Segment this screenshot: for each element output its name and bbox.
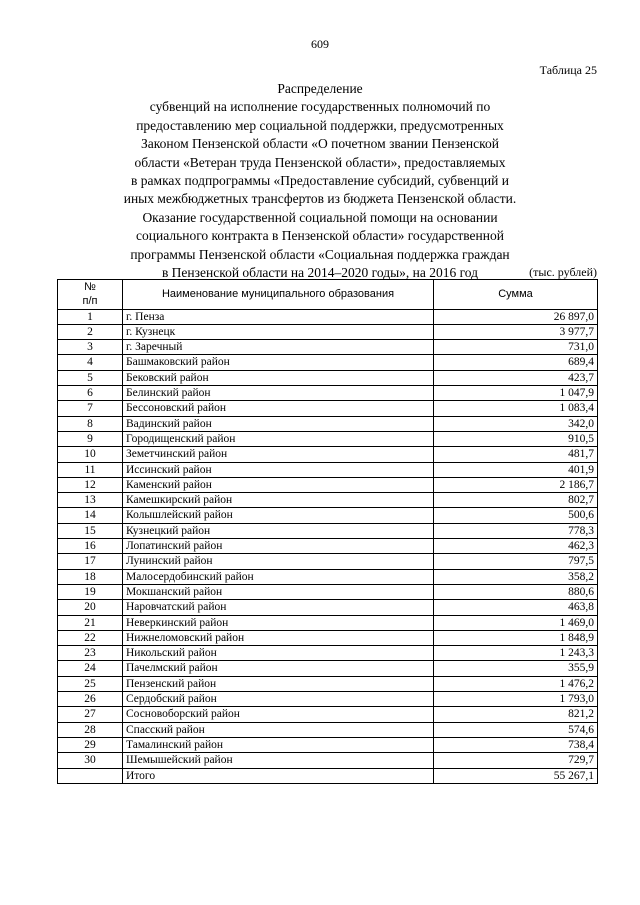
row-name: Никольский район <box>123 646 434 661</box>
table-row <box>58 753 598 768</box>
row-sum: 1 083,4 <box>434 401 598 416</box>
row-number: 3 <box>58 340 123 355</box>
row-name: Бессоновский район <box>123 401 434 416</box>
title-line: Законом Пензенской области «О почетном звании Пензенской <box>141 136 499 152</box>
row-sum: 1 047,9 <box>434 386 598 401</box>
title-line: социального контракта в Пензенской области» государственной <box>136 228 504 244</box>
row-sum: 26 897,0 <box>434 309 598 324</box>
row-sum: 423,7 <box>434 370 598 385</box>
title-line: иных межбюджетных трансфертов из бюджета Пензенской области. <box>123 191 517 207</box>
row-name: Сердобский район <box>123 692 434 707</box>
row-sum: 2 186,7 <box>434 477 598 492</box>
row-number: 8 <box>58 416 123 431</box>
row-sum: 731,0 <box>434 340 598 355</box>
row-sum: 358,2 <box>434 569 598 584</box>
row-name: Шемышейский район <box>123 753 434 768</box>
table-row <box>58 600 598 615</box>
row-number: 7 <box>58 401 123 416</box>
table-row <box>58 447 598 462</box>
row-number: 26 <box>58 692 123 707</box>
row-name: Наровчатский район <box>123 600 434 615</box>
row-number: 10 <box>58 447 123 462</box>
row-name: Неверкинский район <box>123 615 434 630</box>
row-sum: 821,2 <box>434 707 598 722</box>
table-header-row <box>58 280 598 310</box>
distribution-table <box>57 279 598 784</box>
row-number: 21 <box>58 615 123 630</box>
table-total-row <box>58 768 598 783</box>
table-row <box>58 309 598 324</box>
table-row <box>58 523 598 538</box>
row-name: Вадинский район <box>123 416 434 431</box>
row-number: 14 <box>58 508 123 523</box>
table-row <box>58 340 598 355</box>
row-number: 23 <box>58 646 123 661</box>
row-sum: 729,7 <box>434 753 598 768</box>
row-name: Бековский район <box>123 370 434 385</box>
header-number-line2: п/п <box>82 295 98 308</box>
title-line: субвенций на исполнение государственных полномочий по <box>149 99 491 115</box>
row-number: 9 <box>58 431 123 446</box>
table-row <box>58 508 598 523</box>
table-row <box>58 355 598 370</box>
row-number: 30 <box>58 753 123 768</box>
row-name: г. Пенза <box>123 309 434 324</box>
header-name: Наименование муниципального образования <box>123 280 434 310</box>
total-sum: 55 267,1 <box>434 768 598 783</box>
row-number: 20 <box>58 600 123 615</box>
row-name: Пачелмский район <box>123 661 434 676</box>
row-number: 19 <box>58 584 123 599</box>
total-number <box>58 768 123 783</box>
row-number: 1 <box>58 309 123 324</box>
header-number <box>58 280 123 310</box>
table-row <box>58 416 598 431</box>
header-number-line1: № <box>84 281 96 293</box>
table-row <box>58 569 598 584</box>
row-name: Камешкирский район <box>123 493 434 508</box>
row-name: Башмаковский район <box>123 355 434 370</box>
row-sum: 500,6 <box>434 508 598 523</box>
table-row <box>58 462 598 477</box>
row-number: 27 <box>58 707 123 722</box>
row-sum: 1 793,0 <box>434 692 598 707</box>
row-number: 22 <box>58 630 123 645</box>
row-number: 11 <box>58 462 123 477</box>
row-sum: 462,3 <box>434 539 598 554</box>
row-name: Нижнеломовский район <box>123 630 434 645</box>
row-name: Городищенский район <box>123 431 434 446</box>
row-name: Иссинский район <box>123 462 434 477</box>
row-name: Белинский район <box>123 386 434 401</box>
row-name: Пензенский район <box>123 676 434 691</box>
row-number: 16 <box>58 539 123 554</box>
table-row <box>58 554 598 569</box>
row-sum: 1 243,3 <box>434 646 598 661</box>
table-row <box>58 661 598 676</box>
row-sum: 355,9 <box>434 661 598 676</box>
table-row <box>58 737 598 752</box>
table-row <box>58 707 598 722</box>
table-row <box>58 401 598 416</box>
row-sum: 1 848,9 <box>434 630 598 645</box>
row-sum: 574,6 <box>434 722 598 737</box>
row-name: Каменский район <box>123 477 434 492</box>
row-sum: 1 476,2 <box>434 676 598 691</box>
row-name: Сосновоборский район <box>123 707 434 722</box>
row-sum: 401,9 <box>434 462 598 477</box>
row-number: 4 <box>58 355 123 370</box>
title-line: предоставлению мер социальной поддержки, предусмотренных <box>136 117 504 133</box>
row-number: 18 <box>58 569 123 584</box>
row-sum: 880,6 <box>434 584 598 599</box>
units-label: (тыс. рублей) <box>529 265 597 279</box>
title-line: в Пензенской области на 2014–2020 годы», на 2016 год <box>161 265 479 281</box>
row-name: Лунинский район <box>123 554 434 569</box>
row-name: Кузнецкий район <box>123 523 434 538</box>
row-number: 15 <box>58 523 123 538</box>
row-sum: 689,4 <box>434 355 598 370</box>
title-line: Оказание государственной социальной помощи на основании <box>142 209 498 225</box>
row-sum: 738,4 <box>434 737 598 752</box>
row-number: 12 <box>58 477 123 492</box>
row-sum: 797,5 <box>434 554 598 569</box>
table-row <box>58 370 598 385</box>
row-sum: 802,7 <box>434 493 598 508</box>
table-row <box>58 584 598 599</box>
row-sum: 463,8 <box>434 600 598 615</box>
row-sum: 910,5 <box>434 431 598 446</box>
row-number: 13 <box>58 493 123 508</box>
table-row <box>58 692 598 707</box>
row-sum: 1 469,0 <box>434 615 598 630</box>
document-title <box>80 80 560 282</box>
row-name: Колышлейский район <box>123 508 434 523</box>
table-row <box>58 646 598 661</box>
row-name: Малосердобинский район <box>123 569 434 584</box>
row-sum: 342,0 <box>434 416 598 431</box>
row-number: 5 <box>58 370 123 385</box>
table-row <box>58 630 598 645</box>
total-label: Итого <box>123 768 434 783</box>
row-name: г. Заречный <box>123 340 434 355</box>
row-name: г. Кузнецк <box>123 324 434 339</box>
table-row <box>58 539 598 554</box>
title-line: программы Пензенской области «Социальная поддержка граждан <box>130 246 510 262</box>
row-number: 24 <box>58 661 123 676</box>
row-number: 29 <box>58 737 123 752</box>
row-number: 25 <box>58 676 123 691</box>
table-label: Таблица 25 <box>539 63 597 77</box>
row-name: Лопатинский район <box>123 539 434 554</box>
header-sum: Сумма <box>434 280 598 310</box>
row-name: Земетчинский район <box>123 447 434 462</box>
row-name: Спасский район <box>123 722 434 737</box>
row-number: 2 <box>58 324 123 339</box>
title-line: области «Ветеран труда Пензенской области», предоставляемых <box>134 154 506 170</box>
row-sum: 778,3 <box>434 523 598 538</box>
table-row <box>58 431 598 446</box>
table-row <box>58 493 598 508</box>
row-sum: 481,7 <box>434 447 598 462</box>
table-row <box>58 477 598 492</box>
page-number: 609 <box>311 37 329 51</box>
title-line: в рамках подпрограммы «Предоставление субсидий, субвенций и <box>131 173 509 189</box>
row-number: 6 <box>58 386 123 401</box>
row-number: 17 <box>58 554 123 569</box>
table-row <box>58 676 598 691</box>
title-line: Распределение <box>277 81 363 96</box>
table-row <box>58 722 598 737</box>
table-row <box>58 615 598 630</box>
table-row <box>58 386 598 401</box>
row-name: Мокшанский район <box>123 584 434 599</box>
table-body <box>58 309 598 783</box>
row-number: 28 <box>58 722 123 737</box>
row-name: Тамалинский район <box>123 737 434 752</box>
table-row <box>58 324 598 339</box>
row-sum: 3 977,7 <box>434 324 598 339</box>
